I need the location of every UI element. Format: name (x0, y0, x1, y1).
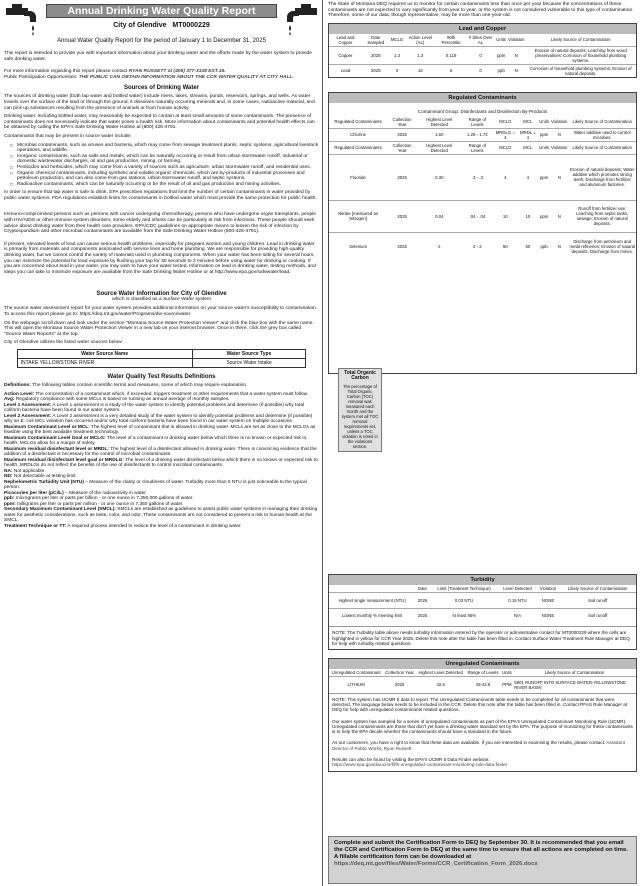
column-header: Violation (551, 119, 568, 125)
turbidity-note: NOTE: The Turbidity table above needs turbidity information entered by the operator or administrative contact for MT0000229 where the cells are highlighted in yellow for CCR Year 2025. Delete this note after the table has been filled in. Contact Surface Water Treatment Rule Manager at DEQ for help with turbidity related questions. (329, 626, 636, 649)
definition-item: Maximum Contaminant Level or MCL: The highest level of contaminant that is allowed in drinking water. MCLs are set as close to the MCLGs as feasible using the best available treatment technology. (4, 424, 316, 436)
definition-item: Maximum residual disinfectant level goal or MRDLG: The level of a drinking water disinfectant below which there is no known or expected risk to health. MRDLGs do not reflect the benefits of the use of disinfectants to control microbial contaminants. (4, 457, 318, 469)
table-cell: 0.04 (417, 200, 461, 232)
table-cell: 10 (517, 200, 538, 232)
intro-paragraph: This report is intended to provide you with important information about your drinking water and the efforts made by the water system to provide safe drinking water. (4, 51, 312, 62)
table-cell: 2025 (362, 64, 390, 77)
water-faucet-icon (4, 2, 44, 36)
table-cell: 10 (493, 200, 517, 232)
table-cell: PPM (501, 677, 514, 693)
list-item: □ Pesticides and herbicides, which may come from a variety of sources such as agriculture, urban stormwater runoff, and residential uses. (10, 165, 319, 171)
table-row (329, 46, 636, 64)
table-cell: Fluoride (329, 154, 387, 200)
definition-item: ppm: milligrams per liter or parts per million - or one ounce in 7,350 gallons of water. (4, 501, 184, 507)
sources-paragraph-1: The sources of drinking water (both tap water and bottled water) include rivers, lakes, streams, ponds, reservoirs, springs, and wells. As water travels over the surface of the land or through the ground, it dissolves naturally occurring minerals and, in some cases, radioactive material, and can pick up substances resulting from the presence of animals or from human activity. (4, 94, 315, 111)
table-cell: Soil runoff (559, 608, 636, 622)
table-cell: 2025 (387, 154, 417, 200)
definition-item: Maximum Contaminant Level Goal or MCLG: The level of a contaminant in drinking water below which there is no known or expected risk to health. MCLGs allow for a margin of safety. (4, 435, 307, 447)
table-row (329, 677, 636, 693)
table-header-row (329, 34, 636, 47)
definition-item: NA: Not applicable. (4, 468, 46, 474)
table-cell: 18-42.6 (465, 677, 500, 693)
toc-callout (338, 368, 382, 452)
column-header: Highest Level Detected (426, 116, 453, 127)
table-header-row (329, 585, 636, 593)
table-cell: 1.3 (390, 46, 404, 64)
definition-item: Level 2 Assessment: A Level 2 assessment is a very detailed study of the water system to identify potential problems and determine (if possible) why an E. coli MCL violation has occurred and/or why total coliform bacteria have been found in our water system on multiple occasions. (4, 413, 313, 425)
definition-item: Secondary Maximum Contaminant Level (SMCL): SMCLs are established as guidelines to assist public water systems in managing their drinking water for aesthetic considerations, such as taste, color, and odor. These contaminants are not considered to present a risk to human health at the SMCL. (4, 507, 318, 524)
table-cell: 0.30 (417, 154, 461, 200)
certification-text: Complete and submit the Certification Form to DEQ by September 30. It is recommended that you email the CCR and Certification Form to DEQ at the same time to ensure that all actions are completed on time. A fillable certification form can be downloaded at (334, 840, 628, 860)
unregulated-contaminants-table (328, 658, 637, 771)
contaminant-list (10, 143, 319, 188)
column-header: Units (502, 670, 512, 676)
table-cell: .04 - .04 (462, 200, 494, 232)
source-info-paragraph-1: The source water assessment report for your water system provides additional information on your source water's susceptibility to contamination. To access this report please go to: https://deq.mt.gov/water/Programs/dw-sourcewater (4, 306, 318, 317)
column-header: MCLG (499, 119, 512, 125)
definition-item: Avg: Regulatory compliance with some MCLs is based on running an annual average of monthly samples. (4, 397, 230, 403)
table-cell: 2025 (415, 592, 429, 608)
table-cell: 2025 (387, 128, 417, 141)
table-cell: Soil runoff (559, 592, 636, 608)
table-cell: 0 (466, 46, 495, 64)
column-header: Highest Level Detected (418, 670, 463, 676)
table-cell: 50 (493, 232, 517, 260)
table-row (329, 592, 636, 608)
table-cell: 4 (493, 154, 517, 200)
column-header: 90th Percentile (441, 34, 461, 45)
definition-item: Level 1 Assessment: A Level 1 assessment is a study of the water system to identify potential problems and determine (if possible) why total coliform bacteria have been found in our water system. (4, 402, 305, 414)
column-header: Collection Year (392, 116, 412, 127)
table-cell: MCL (517, 141, 538, 154)
table-row (329, 232, 636, 260)
column-header: Range of Levels (467, 670, 499, 676)
table-cell: ppb (538, 232, 550, 260)
toc-text: The percentage of Total Organic Carbon (TOC) removal was measured each month and the system met all TOC removal requirements set, unless a TOC violation is noted in the violations section. (341, 384, 379, 449)
table-cell: Source Water Intake (192, 358, 306, 367)
definitions-intro: Definitions: The following tables contain scientific terms and measures, some of which may require explanation. (4, 382, 248, 388)
system-id: MT0000229 (172, 22, 210, 29)
unregulated-note: NOTE: This system has UCMR 5 data to report. The Unregulated Contaminants table needs to be completed for all contaminants that were detected. The language below needs to be included in the CCR. Delete this note after the table has been filled in. Contact PFAS Rule Manager at DEQ for help with unregulated contaminants related questions. (329, 693, 636, 716)
table-cell: Chlorine (329, 128, 387, 141)
table-cell: Erosion of natural deposits; Water additive which promotes strong teeth; Discharge from fertilizer and aluminum factories. (568, 154, 636, 200)
water-faucet-icon (279, 2, 319, 36)
contact-info: For more information regarding this report please contact RYAN RUSSETT at (406) 377-3318 EXT.16. Public Participation Opportunities: THE PUBLIC CAN OBTAIN INFORMATION ABOUT THE CCR WATER QUALITY AT CITY HALL. (4, 69, 294, 80)
certification-form-link[interactable]: https://deq.mt.gov/files/Water/Forms/CCR_Certification_Form_2026.docx (334, 861, 538, 867)
column-header: Likely Source of Contamination (551, 37, 611, 43)
table-cell: Corrosion of household plumbing systems; Erosion of natural deposits. (525, 64, 636, 77)
definition-item: Nephelometric Turbidity Unit (NTU) – Measure of the clarity or cloudiness of water. Turbidity more than 5 NTU is just noticeable to the typical person. (4, 479, 307, 491)
table-cell: N/A (498, 608, 536, 622)
table-row (329, 608, 636, 622)
table-cell: Water additive used to control microbes. (568, 128, 636, 141)
table-cell: 0 (390, 64, 404, 77)
source-info-heading: Source Water Information for City of Glendive (96, 291, 227, 298)
table-cell: 6 (436, 64, 465, 77)
table-title: Regulated Contaminants (329, 93, 636, 103)
column-header: Violation (508, 37, 525, 43)
table-row (329, 64, 636, 77)
table-cell: 1.3 (404, 46, 436, 64)
column-header: Lead and Copper (336, 34, 355, 45)
column-header: Likely Source of Contamination (572, 119, 632, 125)
table-cell: Erosion of natural deposits; Leaching from wood preservatives; Corrosion of household plumbing systems. (525, 46, 636, 64)
table-cell: LITHIUM (329, 677, 383, 693)
toc-title: Total Organic Carbon (344, 370, 376, 381)
column-header: Action Level (AL) (408, 34, 433, 45)
sources-paragraph-5: Immuno-compromised persons such as persons with cancer undergoing chemotherapy, persons who have undergone organ transplants, people with HIV/AIDS or other immune system disorders, some elderly and infants can be particularly at risk from infections. These people should seek advice about drinking water from their health care providers. EPA/CDC guidelines on appropriate means to lessen the risk of infection by Cryptosporidium and other microbial contaminants are available from the Safe Drinking Water Hotline (800-426-4791). (4, 212, 317, 235)
sources-paragraph-4: In order to ensure that tap water is safe to drink, EPA prescribes regulations that limit the number of certain contaminants in water provided by public water systems. FDA regulations establish limits for contaminants in bottled water which must provide the same protection for public health. (4, 190, 317, 201)
list-item: □ Microbial contaminants, such as viruses and bacteria, which may come from sewage treatment plants, septic systems, agricultural livestock operations, and wildlife. (10, 143, 319, 154)
data-finder-link[interactable]: https://www.epa.gov/dwucmr/fifth-unregulated-contaminant-monitoring-rule-data-finder (332, 762, 508, 768)
report-title: Annual Drinking Water Quality Report (46, 4, 277, 18)
table-cell: N (550, 154, 568, 200)
table-cell: ppb (495, 64, 507, 77)
contaminant-group-label: Contaminant Group: Disinfectants and Disinfection By-Products (417, 108, 548, 114)
source-info-paragraph-3: City of Glendive utilizes the listed water sources below: (4, 340, 124, 346)
column-header (329, 585, 415, 593)
column-header: Date (417, 585, 427, 591)
table-cell: 2025 (387, 232, 417, 260)
sources-paragraph-6: If present, elevated levels of lead can cause serious health problems, especially for pregnant women and young children. Lead in drinking water is primarily from materials and components associated with service lines and home plumbing. We are responsible for providing high-quality drinking water, but we cannot control the variety of materials used in plumbing components. When your water has been sitting for several hours, you can minimize the potential for lead exposure by flushing your tap for 30 seconds to 2 minutes before using water for drinking or cooking. If you are concerned about lead in your water, you may wish to have your water tested. Information on lead in drinking water, testing methods, and steps you can take to minimize exposure are available from the Safe Drinking Water Hotline or at http://www.epa.gov/safewater/lead. (4, 241, 316, 275)
definition-item: ppb: micrograms per liter or parts per billion - or one ounce in 7,350,000 gallons of water. (4, 496, 194, 502)
data-finder-paragraph: Results can also be found by visiting the EPA's UCMR 5 Data Finder website: https://www.epa.gov/dwucmr/fifth-unregulated-contaminant-monitoring-rule-data-finder (332, 757, 508, 768)
column-header: Regulated Contaminants (334, 119, 382, 125)
table-title: Lead and Copper (329, 24, 636, 34)
column-header: Water Source Type (192, 349, 306, 358)
table-cell: Range of Levels (462, 141, 494, 154)
list-item: □ Organic chemical contaminants, including synthetic and volatile organic chemicals, which are by-products of industrial processes and petroleum production, and can also come from gas stations, urban stormwater runoff, and septic systems. (10, 171, 319, 182)
table-cell: Collection Year (387, 141, 417, 154)
water-source-table (17, 349, 307, 368)
table-title: Turbidity (329, 575, 636, 585)
table-cell: Lead (329, 64, 362, 77)
table-row (329, 154, 636, 200)
column-header: MCL (523, 119, 533, 125)
source-info-subheading: which is classified as a Surface Water system (112, 297, 211, 303)
right-column (324, 0, 640, 886)
column-header: Likely Source of Contamination (567, 585, 628, 591)
table-cell: Copper (329, 46, 362, 64)
table-row (329, 128, 636, 141)
table-header-row (329, 141, 636, 154)
table-cell: ppm (538, 200, 550, 232)
table-cell: NONE (537, 608, 560, 622)
certification-callout (328, 836, 637, 884)
table-cell: MRDL = 4 (517, 128, 538, 141)
column-header: MCLG (390, 37, 404, 43)
table-cell: Units (538, 141, 550, 154)
column-header: # Sites Over AL (468, 34, 493, 45)
column-header: Likely Source of Contamination (544, 670, 605, 676)
list-item: □ Inorganic contaminants, such as salts and metals, which can be naturally occurring or result from urban stormwater runoff, industrial or domestic wastewater discharges, oil and gas production, mining, or farming. (10, 154, 319, 165)
column-header: Unregulated Contaminant (331, 670, 381, 676)
column-header: Limit (Treatment Technique) (437, 585, 491, 591)
column-header: Range of Levels (468, 116, 487, 127)
table-cell: Selenium (329, 232, 387, 260)
source-info-paragraph-2: On the webpage scroll down and look under the section "Montana Source Water Protection Viewer" and click the blue box with the same name. This will open the Montana Source Water Protection Viewer in a new tab on your internet browser. Once in there, click the grey box called "Source Water Reports" at the top. (4, 320, 314, 337)
table-cell: N (550, 232, 568, 260)
sources-paragraph-3: Contaminants that may be present in source water include: (4, 133, 132, 139)
column-header: Violation (539, 585, 557, 591)
column-header: Collection Year (385, 670, 414, 676)
table-cell: ppm (538, 128, 550, 141)
table-cell: At least 95% (430, 608, 499, 622)
table-cell: 2025 (387, 200, 417, 232)
table-row (329, 200, 636, 232)
table-cell: Nitrate [measured as Nitrogen] (329, 200, 387, 232)
table-cell: Runoff from fertilizer use; Leaching from septic tanks, sewage; Erosion of natural deposits. (568, 200, 636, 232)
table-cell: NONE (537, 592, 560, 608)
table-cell: 2 (417, 232, 461, 260)
system-subtitle (4, 22, 319, 29)
contact-name: Assistant Director of Public Works, Ryan Russett (332, 740, 625, 751)
definitions-heading: Water Quality Test Results Definitions (107, 373, 216, 380)
table-header-row (17, 349, 306, 358)
definition-item: Picocuries per liter (pCi/L) – Measure of the radioactivity in water. (4, 490, 147, 496)
sources-heading: Sources of Drinking Water (123, 85, 200, 92)
table-cell: N (507, 46, 525, 64)
table-cell: 0.03 NTU (430, 592, 499, 608)
table-cell: 2025 (415, 608, 429, 622)
table-cell: 50 (517, 232, 538, 260)
participation-value: THE PUBLIC CAN OBTAIN INFORMATION ABOUT THE CCR WATER QUALITY AT CITY HALL. (78, 74, 294, 80)
definition-item: Action Level: The concentration of a contaminant which, if exceeded, triggers treatment or other requirements that a water system must follow. (4, 391, 309, 397)
turbidity-table (328, 574, 637, 650)
table-header-row (329, 669, 636, 677)
table-cell: Highest single measurement (NTU) (329, 592, 415, 608)
column-divider (322, 0, 323, 886)
column-header: Units (496, 37, 507, 43)
system-type: Surface Water (162, 297, 195, 303)
sources-paragraph-2: Drinking water, including bottled water, may reasonably be expected to contain at least small amounts of some contaminants. The presence of contaminants does not necessarily indicate that water poses a health risk. More information about contaminants and potential health effects can be obtained by calling the EPA's Safe Drinking Water Hotline at (800) 426-4791. (4, 114, 315, 131)
table-cell: 5801 RUNOFF INTO SURFACE WATER-YELLOWSTONE RIVER BASIN (513, 677, 636, 693)
contact-paragraph: As our customers, you have a right to know that these data are available. If you are interested in examining the results, please contact: Assistant Director of Public Works, Ryan Russett (332, 740, 625, 751)
column-header: Level Detected (503, 585, 532, 591)
table-cell: 2025 (362, 46, 390, 64)
table-cell: ppm (538, 154, 550, 200)
table-cell: 0.15 NTU (498, 592, 536, 608)
table-cell: Discharge from petroleum and metal refineries; Erosion of natural deposits; Discharge from mines. (568, 232, 636, 260)
monitoring-notice: The State of Montana DEQ requires us to monitor for certain contaminants less than once per year because the concentrations of these contaminants are not expected to vary significantly from year to year, or the system is not considered vulnerable to this type of contamination. Therefore, some of our data, though representative, may be more than one-year-old. (328, 2, 634, 19)
lead-copper-table (328, 23, 637, 78)
table-cell: INTAKE YELLOWSTONE RIVER (17, 358, 192, 367)
column-header: Water Source Name (17, 349, 192, 358)
list-item: □ Radioactive contaminants, which can be naturally occurring or be the result of oil and gas production and mining activities. (10, 182, 319, 188)
report-header (4, 2, 319, 38)
regulated-contaminants-table (328, 92, 637, 374)
table-cell: N (550, 200, 568, 232)
report-period: Annual Water Quality Report for the period of January 1 to December 31, 2025 (57, 38, 266, 44)
table-cell: Likely Source of Contamination (568, 141, 636, 154)
table-cell: N (507, 64, 525, 77)
table-cell: Violation (550, 141, 568, 154)
ucmr-paragraph: Our water system has sampled for a series of unregulated contaminants as part of the EPA's Unregulated Contaminant Monitoring Rule (UCMR). Unregulated contaminants are those that don't yet have a drinking water standard set by the EPA. The purpose of monitoring for these contaminants is to help the EPA decide whether the contaminants should have a standard in the future. (332, 718, 633, 735)
table-row (17, 358, 306, 367)
table-cell: 42.6 (416, 677, 465, 693)
table-cell: Lowest monthly % meeting limit (329, 608, 415, 622)
definition-item: Maximum residual disinfectant level or MRDL: The highest level of a disinfectant allowed in drinking water. There is convincing evidence that the addition of a disinfectant is necessary for the control of microbial contaminants. (4, 446, 317, 458)
table-cell: .3 - .3 (462, 154, 494, 200)
definition-item: Treatment Technique or TT: A required process intended to reduce the level of a contaminant in drinking water. (4, 523, 242, 529)
contact-value: RYAN RUSSETT at (406) 377-3318 EXT.16. (128, 69, 226, 75)
table-cell: 0 (466, 64, 495, 77)
table-cell: MRDLG = 4 (493, 128, 517, 141)
table-cell: 4 (517, 154, 538, 200)
table-cell: Highest Level Detected (417, 141, 461, 154)
table-cell: N (550, 128, 568, 141)
table-cell: 1.60 (417, 128, 461, 141)
table-cell: ppm (495, 46, 507, 64)
table-title: Unregulated Contaminants (329, 659, 636, 669)
table-header-row (329, 116, 636, 129)
column-header: Units (539, 119, 550, 125)
table-cell: 1.29 - 1.74 (462, 128, 494, 141)
definition-item: ND: Not detectable at testing limit. (4, 474, 77, 480)
table-cell: 2025 (383, 677, 416, 693)
definitions-list (4, 392, 319, 530)
table-cell: MCLG (493, 141, 517, 154)
table-cell: 0.119 (436, 46, 465, 64)
table-cell: Regulated Contaminants (329, 141, 387, 154)
column-header: Date Sampled (367, 34, 385, 45)
table-cell: 15 (404, 64, 436, 77)
table-cell: 2 - 2 (462, 232, 494, 260)
city-name: City of Glendive (113, 22, 167, 29)
